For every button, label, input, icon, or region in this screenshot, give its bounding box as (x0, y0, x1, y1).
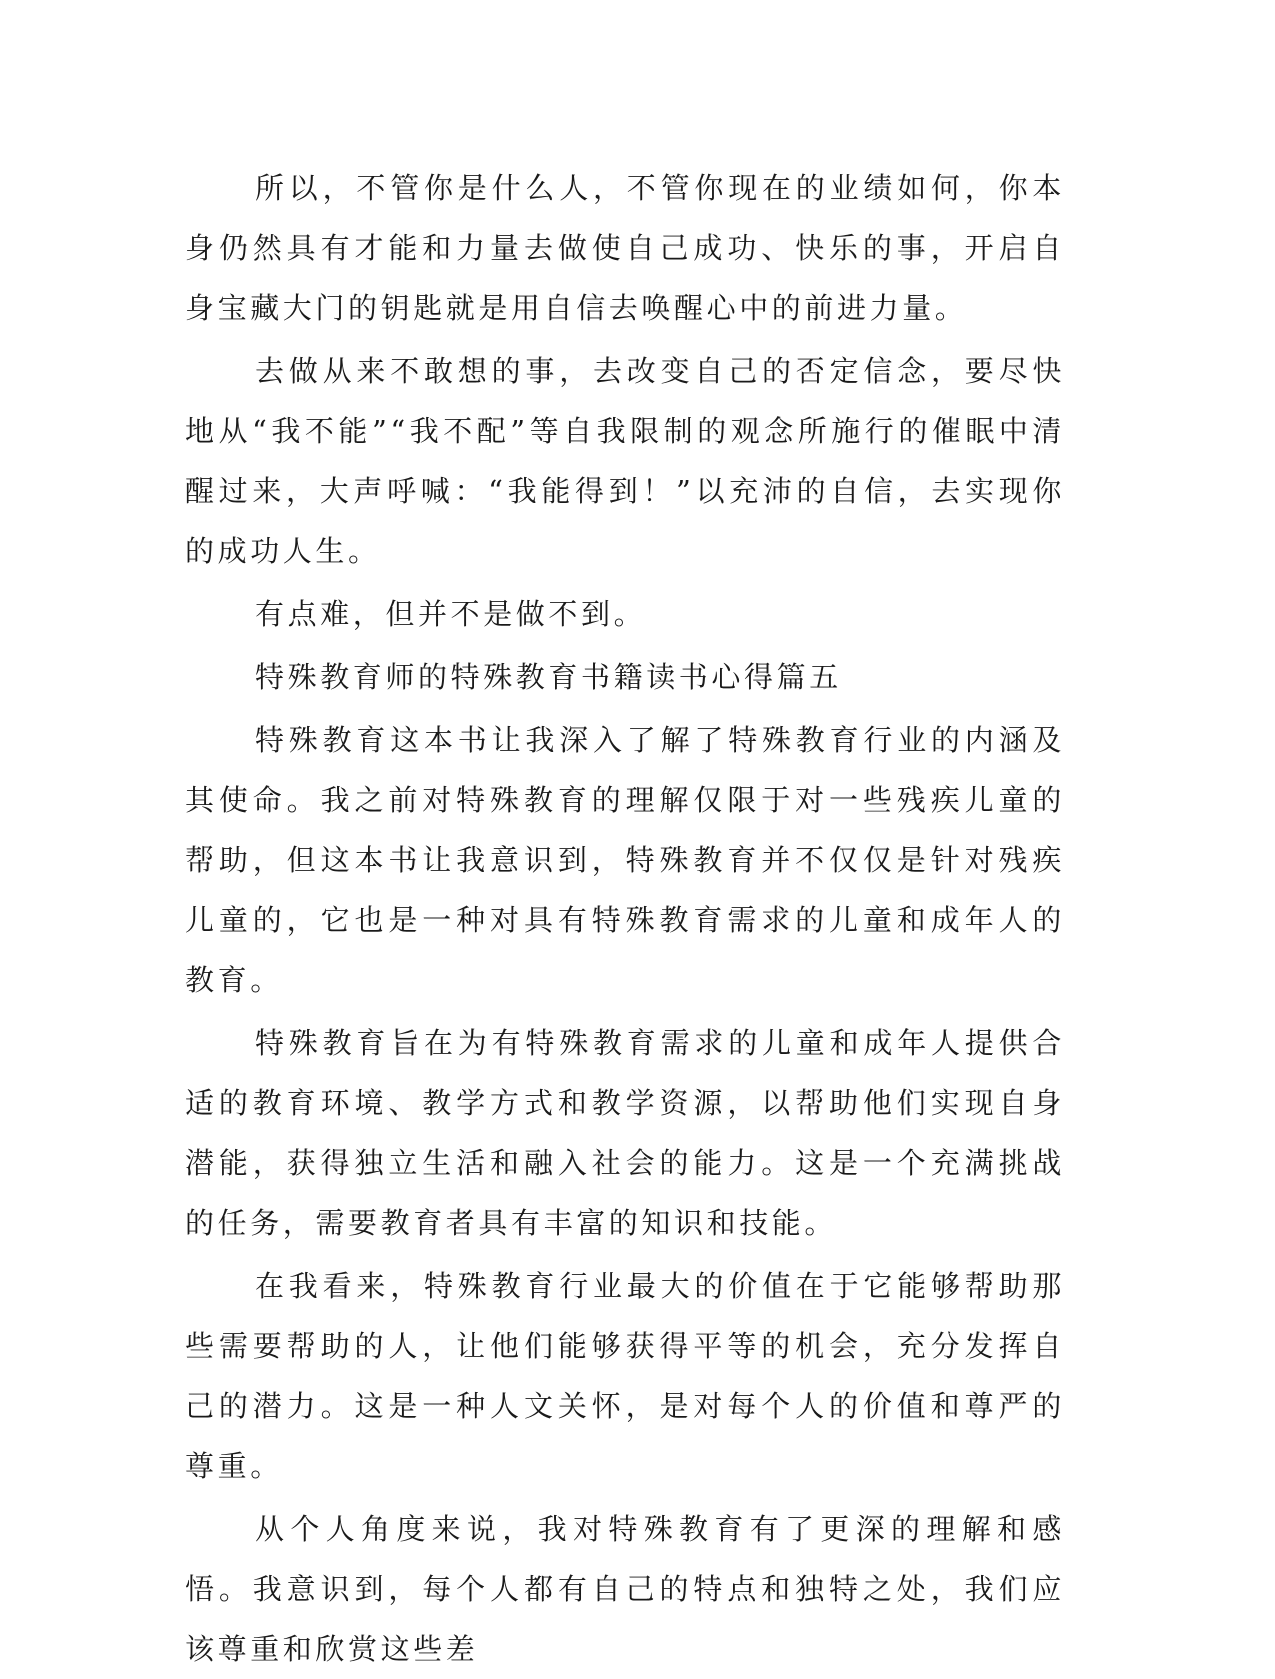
document-body (185, 158, 1065, 1679)
paragraph-industry-value: 在我看来，特殊教育行业最大的价值在于它能够帮助那些需要帮助的人，让他们能够获得平等的机会，充分发挥自己的潜力。这是一种人文关怀，是对每个人的价值和尊严的尊重。 (185, 1269, 1065, 1483)
paragraph-change-beliefs: 去做从来不敢想的事，去改变自己的否定信念，要尽快地从“我不能”“我不配”等自我限制的观念所施行的催眠中清醒过来，大声呼喊：“我能得到！”以充沛的自信，去实现你的成功人生。 (185, 354, 1065, 568)
paragraph-education-goal: 特殊教育旨在为有特殊教育需求的儿童和成年人提供合适的教育环境、教学方式和教学资源，以帮助他们实现自身潜能，获得独立生活和融入社会的能力。这是一个充满挑战的任务，需要教育者具有丰富的知识和技能。 (185, 1026, 1065, 1240)
paragraph-book-understanding: 特殊教育这本书让我深入了解了特殊教育行业的内涵及其使命。我之前对特殊教育的理解仅限于对一些残疾儿童的帮助，但这本书让我意识到，特殊教育并不仅仅是针对残疾儿童的，它也是一种对具有特殊教育需求的儿童和成年人的教育。 (185, 723, 1065, 997)
paragraph-confidence: 所以，不管你是什么人，不管你现在的业绩如何，你本身仍然具有才能和力量去做使自己成功、快乐的事，开启自身宝藏大门的钥匙就是用自信去唤醒心中的前进力量。 (185, 171, 1065, 325)
paragraph-personal-view: 从个人角度来说，我对特殊教育有了更深的理解和感悟。我意识到，每个人都有自己的特点和独特之处，我们应该尊重和欣赏这些差 (185, 1512, 1065, 1666)
section-heading: 特殊教育师的特殊教育书籍读书心得篇五 (255, 660, 842, 694)
paragraph-not-impossible: 有点难，但并不是做不到。 (255, 597, 647, 631)
